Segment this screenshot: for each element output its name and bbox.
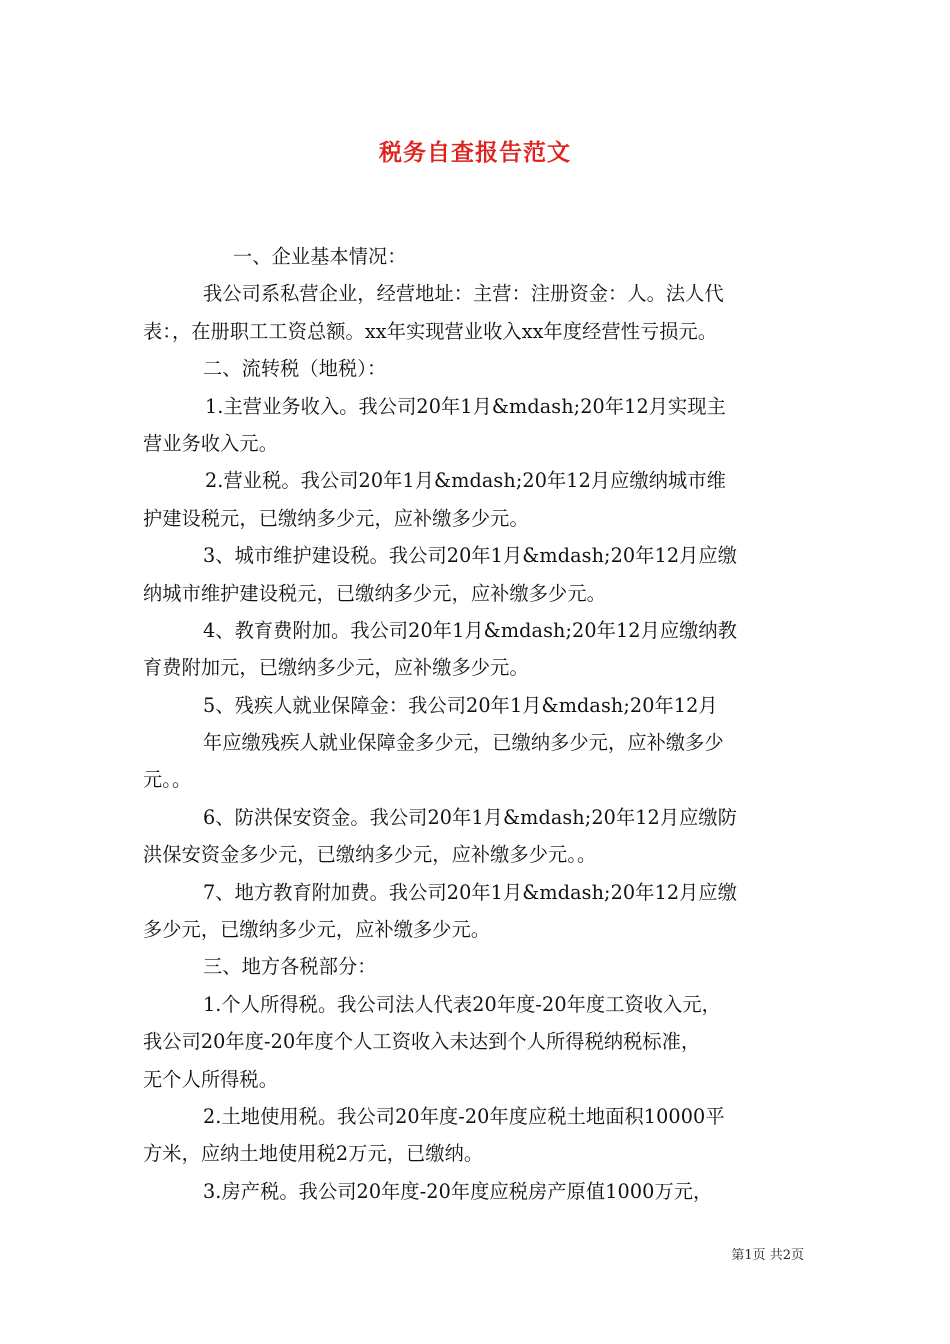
paragraph-line: 多少元，已缴纳多少元，应补缴多少元。 bbox=[143, 918, 491, 942]
paragraph-line: 1.个人所得税。我公司法人代表20年度-20年度工资收入元， bbox=[203, 992, 721, 1016]
paragraph-line: 护建设税元，已缴纳多少元，应补缴多少元。 bbox=[143, 506, 529, 530]
paragraph-line: 无个人所得税。 bbox=[143, 1067, 279, 1091]
paragraph-line: 1.主营业务收入。我公司20年1月&mdash;20年12月实现主 bbox=[205, 394, 726, 418]
paragraph-line: 我公司系私营企业，经营地址：主营：注册资金：人。法人代 bbox=[203, 282, 724, 306]
document-title: 税务自查报告范文 bbox=[379, 139, 571, 166]
paragraph-line: 表：，在册职工工资总额。xx年实现营业收入xx年度经营性亏损元。 bbox=[143, 319, 718, 343]
section-heading: 二、流转税（地税）： bbox=[203, 357, 387, 381]
paragraph-line: 3、城市维护建设税。我公司20年1月&mdash;20年12月应缴 bbox=[203, 544, 737, 568]
paragraph-line: 6、防洪保安资金。我公司20年1月&mdash;20年12月应缴防 bbox=[203, 805, 737, 829]
section-heading: 一、企业基本情况： bbox=[233, 245, 407, 268]
paragraph-line: 2.土地使用税。我公司20年度-20年度应税土地面积10000平 bbox=[203, 1104, 725, 1128]
paragraph-line: 育费附加元，已缴纳多少元，应补缴多少元。 bbox=[143, 656, 529, 680]
document-body bbox=[143, 238, 811, 1210]
paragraph-line: 年应缴残疾人就业保障金多少元，已缴纳多少元，应补缴多少 bbox=[203, 731, 724, 755]
paragraph-line: 5、残疾人就业保障金：我公司20年1月&mdash;20年12月 bbox=[203, 693, 718, 717]
paragraph-line: 2.营业税。我公司20年1月&mdash;20年12月应缴纳城市维 bbox=[205, 469, 726, 493]
paragraph-line: 洪保安资金多少元，已缴纳多少元，应补缴多少元。。 bbox=[143, 843, 597, 867]
paragraph-line: 纳城市维护建设税元，已缴纳多少元，应补缴多少元。 bbox=[143, 581, 606, 605]
paragraph-line: 3.房产税。我公司20年度-20年度应税房产原值1000万元， bbox=[203, 1179, 713, 1203]
paragraph-line: 营业务收入元。 bbox=[143, 431, 279, 455]
paragraph-line: 4、教育费附加。我公司20年1月&mdash;20年12月应缴纳教 bbox=[203, 618, 737, 642]
paragraph-line: 方米，应纳土地使用税2万元，已缴纳。 bbox=[143, 1142, 484, 1166]
page-number-footer: 第1页 共2页 bbox=[731, 1248, 804, 1263]
paragraph-line: 我公司20年度-20年度个人工资收入未达到个人所得税纳税标准， bbox=[143, 1030, 701, 1054]
paragraph-line: 7、地方教育附加费。我公司20年1月&mdash;20年12月应缴 bbox=[203, 880, 737, 904]
section-heading: 三、地方各税部分： bbox=[203, 955, 377, 979]
paragraph-line: 元。。 bbox=[143, 768, 192, 792]
